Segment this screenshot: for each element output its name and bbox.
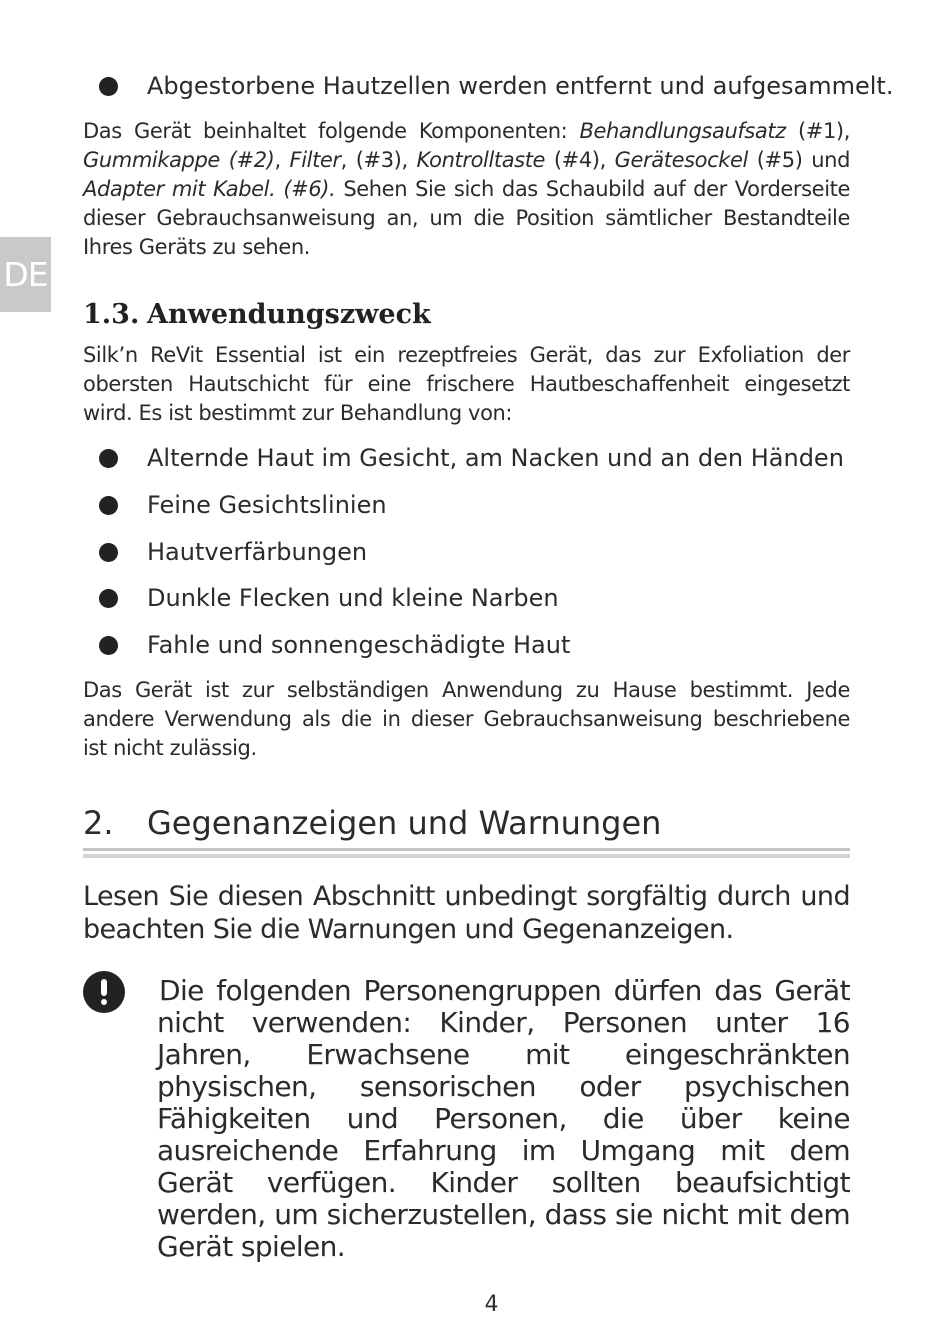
bullet-text: Hautverfärbungen bbox=[147, 538, 368, 566]
component-name: Behandlungsaufsatz bbox=[579, 119, 786, 143]
bullet-icon bbox=[99, 449, 118, 468]
bullet-icon bbox=[99, 77, 118, 96]
bullet-text: Alternde Haut im Gesicht, am Nacken und an den Händen bbox=[147, 444, 844, 472]
section-heading-2 bbox=[83, 801, 661, 845]
bullet-text: Feine Gesichtslinien bbox=[147, 491, 387, 519]
page-number: 4 bbox=[484, 1292, 499, 1317]
component-name: Gummikappe (#2) bbox=[83, 148, 275, 172]
bullet-text: Dunkle Flecken und kleine Narben bbox=[147, 584, 559, 612]
bullet-icon bbox=[99, 496, 118, 515]
text-span: Das Gerät beinhaltet folgende Komponenten: bbox=[83, 119, 580, 143]
component-name: Adapter mit Kabel. (#6). bbox=[83, 177, 336, 201]
bullet-text: Abgestorbene Hautzellen werden entfernt und aufgesammelt. bbox=[147, 72, 894, 100]
component-name: Filter bbox=[289, 148, 341, 172]
text-span: , bbox=[274, 148, 290, 172]
text-span: Sehen Sie sich das Schaubild auf der Vorderseite dieser Gebrauchsanweisung an, um die Position sämtlicher Bestandteile Ihres Geräts zu sehen. bbox=[83, 177, 850, 259]
section-title: Gegenanzeigen und Warnungen bbox=[147, 804, 662, 842]
text-span: , (#3), bbox=[340, 148, 417, 172]
section-number: 1.3. bbox=[83, 299, 140, 330]
lead-paragraph: Lesen Sie diesen Abschnitt unbedingt sorgfältig durch und beachten Sie die Warnungen und Gegenanzeigen. bbox=[83, 881, 850, 945]
bullet-icon bbox=[99, 543, 118, 562]
component-name: Kontrolltaste bbox=[416, 148, 546, 172]
component-name: Gerätesockel bbox=[614, 148, 748, 172]
exclamation-icon bbox=[83, 971, 125, 1013]
divider bbox=[83, 854, 850, 858]
section-heading-1-3 bbox=[83, 295, 431, 335]
text-span: (#5) und bbox=[747, 148, 851, 172]
bullet-icon bbox=[99, 636, 118, 655]
divider bbox=[83, 848, 850, 851]
text-span: (#1), bbox=[785, 119, 850, 143]
intended-use-paragraph: Silk’n ReVit Essential ist ein rezeptfreies Gerät, das zur Exfoliation der obersten Hautschicht für eine frischere Hautbeschaffenheit eingesetzt wird. Es ist bestimmt zur Behandlung von: bbox=[83, 343, 850, 425]
exclamation-dot bbox=[101, 999, 107, 1005]
exclamation-bar bbox=[101, 979, 107, 996]
home-use-paragraph: Das Gerät ist zur selbständigen Anwendung zu Hause bestimmt. Jede andere Verwendung als die in dieser Gebrauchsanweisung beschriebene ist nicht zulässig. bbox=[83, 678, 850, 760]
bullet-icon bbox=[99, 589, 118, 608]
warning-paragraph: Die folgenden Personengruppen dürfen das Gerät nicht verwenden: Kinder, Personen unter 16 Jahren, Erwachsene mit eingeschränkten physischen, sensorischen oder psychischen Fähigkeiten und Personen, die über keine ausreichende Erfahrung im Umgang mit dem Gerät verfügen. Kinder sollten beaufsichtigt werden, um sicherzustellen, dass sie nicht mit dem Gerät spielen. bbox=[157, 974, 850, 1263]
language-tab: DE bbox=[0, 237, 51, 312]
section-number: 2. bbox=[83, 804, 114, 842]
bullet-text: Fahle und sonnengeschädigte Haut bbox=[147, 631, 571, 659]
section-title: Anwendungszweck bbox=[147, 299, 431, 330]
text-span: (#4), bbox=[545, 148, 615, 172]
components-paragraph bbox=[83, 117, 850, 262]
